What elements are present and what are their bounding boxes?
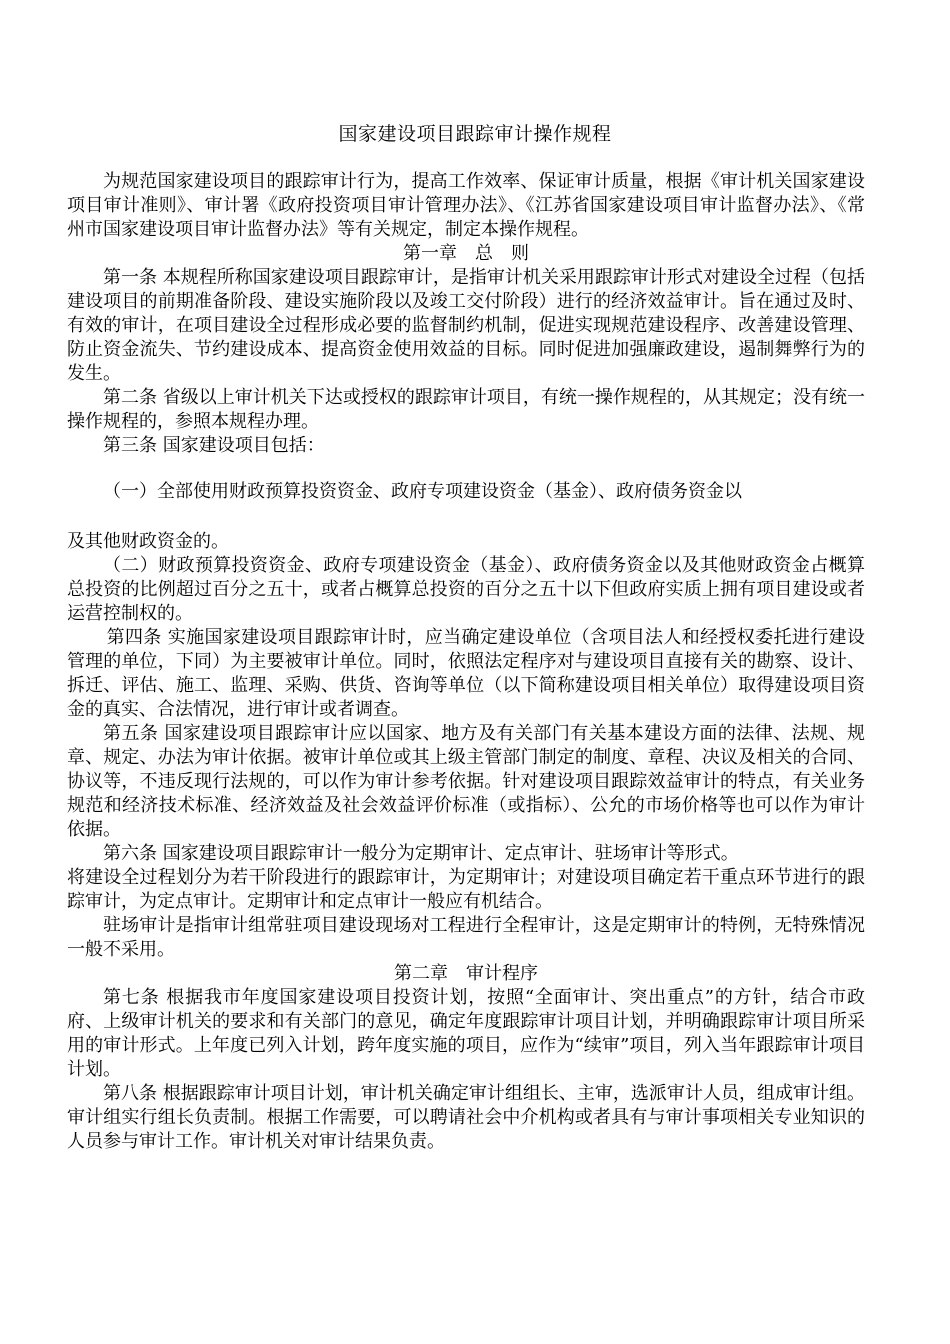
article-6: 第六条 国家建设项目跟踪审计一般分为定期审计、定点审计、驻场审计等形式。 (103, 843, 739, 864)
article-3-item-1: （一）全部使用财政预算投资资金、政府专项建设资金（基金）、政府债务资金以 (103, 481, 742, 502)
spacer (67, 504, 865, 530)
article-2: 第二条 省级以上审计机关下达或授权的跟踪审计项目，有统一操作规程的，从其规定；没有统一操作规程的，参照本规程办理。 (67, 387, 865, 432)
article-7: 第七条 根据我市年度国家建设项目投资计划，按照“全面审计、突出重点”的方针，结合市政府、上级审计机关的要求和有关部门的意见，确定年度跟踪审计项目计划，并明确跟踪审计项目所采用的审计形式。上年度已列入计划，跨年度实施的项目，应作为“续审”项目，列入当年跟踪审计项目计划。 (67, 987, 865, 1080)
article-3: 第三条 国家建设项目包括： (103, 435, 325, 456)
chapter-heading-1: 第一章 总 则 (403, 243, 529, 264)
article-3-item-1-continued: 及其他财政资金的。 (67, 531, 229, 552)
article-6-paragraph-3: 驻场审计是指审计组常驻项目建设现场对工程进行全程审计，这是定期审计的特例，无特殊情况一般不采用。 (67, 915, 865, 960)
article-5: 第五条 国家建设项目跟踪审计应以国家、地方及有关部门有关基本建设方面的法律、法规、规章、规定、办法为审计依据。被审计单位或其上级主管部门制定的制度、章程、决议及相关的合同、协议等，不违反现行法规的，可以作为审计参考依据。针对建设项目跟踪效益审计的特点，有关业务规范和经济技术标准、经济效益及社会效益评价标准（或指标）、公允的市场价格等也可以作为审计依据。 (67, 723, 865, 840)
article-4: 第四条 实施国家建设项目跟踪审计时，应当确定建设单位（含项目法人和经授权委托进行建设管理的单位，下同）为主要被审计单位。同时，依照法定程序对与建设项目直接有关的勘察、设计、拆迁、评估、施工、监理、采购、供货、咨询等单位（以下简称建设项目相关单位）取得建设项目资金的真实、合法情况，进行审计或者调查。 (67, 627, 865, 720)
preamble-paragraph: 为规范国家建设项目的跟踪审计行为，提高工作效率、保证审计质量，根据《审计机关国家建设项目审计准则》、审计署《政府投资项目审计管理办法》、《江苏省国家建设项目审计监督办法》、《常州市国家建设项目审计监督办法》等有关规定，制定本操作规程。 (67, 171, 865, 240)
chapter-heading-2: 第二章 审计程序 (394, 963, 538, 984)
article-1: 第一条 本规程所称国家建设项目跟踪审计，是指审计机关采用跟踪审计形式对建设全过程（包括建设项目的前期准备阶段、建设实施阶段以及竣工交付阶段）进行的经济效益审计。旨在通过及时、有效的审计，在项目建设全过程形成必要的监督制约机制，促进实现规范建设程序、改善建设管理、防止资金流失、节约建设成本、提高资金使用效益的目标。同时促进加强廉政建设，遏制舞弊行为的发生。 (67, 267, 865, 384)
document-body (67, 170, 865, 1154)
article-6-paragraph-2: 将建设全过程划分为若干阶段进行的跟踪审计，为定期审计；对建设项目确定若干重点环节进行的跟踪审计，为定点审计。定期审计和定点审计一般应有机结合。 (67, 867, 865, 912)
spacer (67, 458, 865, 480)
article-8: 第八条 根据跟踪审计项目计划，审计机关确定审计组组长、主审，选派审计人员，组成审计组。审计组实行组长负责制。根据工作需要，可以聘请社会中介机构或者具有与审计事项相关专业知识的人员参与审计工作。审计机关对审计结果负责。 (67, 1083, 865, 1152)
article-3-item-2: （二）财政预算投资资金、政府专项建设资金（基金）、政府债务资金以及其他财政资金占概算总投资的比例超过百分之五十，或者占概算总投资的百分之五十以下但政府实质上拥有项目建设或者运营控制权的。 (67, 555, 865, 624)
document-title: 国家建设项目跟踪审计操作规程 (338, 123, 612, 145)
